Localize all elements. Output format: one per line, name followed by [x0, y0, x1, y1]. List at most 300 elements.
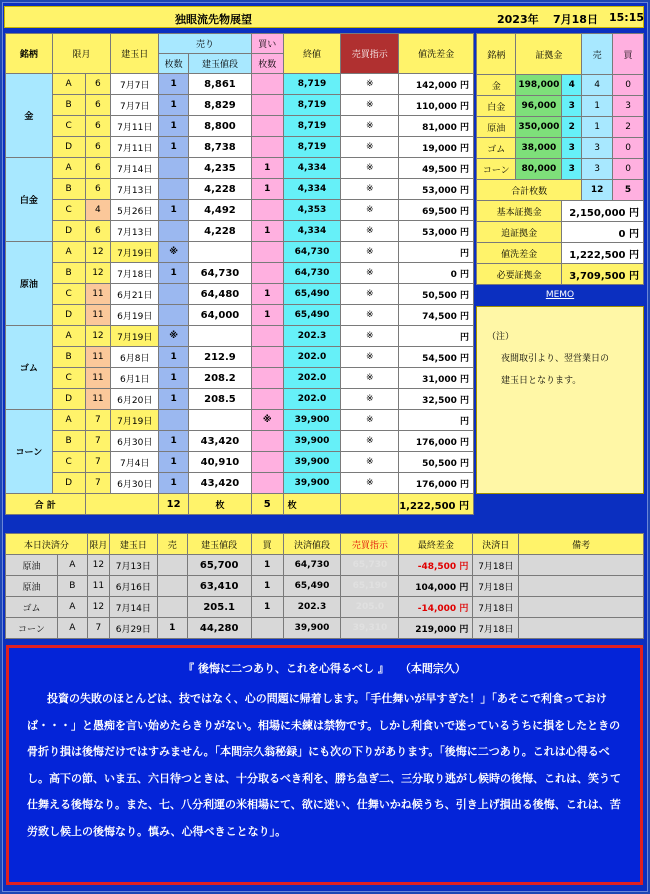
commodity-name: 金 [6, 74, 53, 158]
buy-lots [251, 389, 283, 410]
sell-lots: 1 [159, 95, 189, 116]
settle-sell [157, 597, 187, 618]
entry-date: 7月19日 [111, 326, 159, 347]
entry-date: 6月19日 [111, 305, 159, 326]
settle-date: 6月16日 [109, 576, 157, 597]
position-row[interactable] [6, 473, 474, 494]
sell-lots: 1 [159, 200, 189, 221]
margin-buy: 0 [613, 138, 644, 159]
margin-total-sell: 12 [582, 180, 613, 201]
margin-commodity: ゴム [477, 138, 516, 159]
settle-buy: 1 [251, 597, 283, 618]
settle-final: 104,000 円 [399, 576, 473, 597]
settle-entry-price: 205.1 [187, 597, 251, 618]
settle-buy [251, 618, 283, 639]
close-price: 202.0 [283, 368, 341, 389]
order-instruction: ※ [341, 116, 399, 137]
position-row[interactable] [6, 116, 474, 137]
settle-order: 65,190 [341, 576, 399, 597]
mark-to-market: 円 [399, 326, 474, 347]
entry-price: 4,235 [189, 158, 252, 179]
entry-date: 6月20日 [111, 389, 159, 410]
margin-commodity: 白金 [477, 96, 516, 117]
settle-col-sell: 売 [157, 534, 187, 555]
col-tategyokubi: 建玉日 [111, 34, 159, 74]
margin-nearai-value: 1,222,500 円 [562, 243, 644, 264]
entry-price [189, 242, 252, 263]
entry-date: 6月21日 [111, 284, 159, 305]
entry-date: 7月11日 [111, 137, 159, 158]
settle-month: 12 [87, 555, 109, 576]
position-row[interactable] [6, 431, 474, 452]
entry-date: 6月1日 [111, 368, 159, 389]
position-row[interactable] [6, 179, 474, 200]
contract-month: 6 [85, 95, 111, 116]
margin-tsui-label: 追証拠金 [477, 222, 562, 243]
memo-note [476, 306, 644, 494]
settle-entry-price: 63,410 [187, 576, 251, 597]
sell-lots: ※ [159, 326, 189, 347]
settle-col-month: 限月 [87, 534, 109, 555]
total-buy-unit: 枚 [283, 494, 341, 515]
margin-sell: 3 [582, 138, 613, 159]
order-instruction: ※ [341, 305, 399, 326]
entry-price: 212.9 [189, 347, 252, 368]
margin-commodity: 原油 [477, 117, 516, 138]
mark-to-market: 50,500 円 [399, 284, 474, 305]
margin-row[interactable] [477, 138, 644, 159]
margin-total-buy: 5 [613, 180, 644, 201]
sell-lots: 1 [159, 368, 189, 389]
order-instruction: ※ [341, 263, 399, 284]
entry-price [189, 410, 252, 431]
contract-code: C [52, 368, 85, 389]
settle-col-note: 備考 [519, 534, 644, 555]
entry-date: 7月13日 [111, 179, 159, 200]
margin-commodity: 金 [477, 75, 516, 96]
settlement-table [5, 533, 644, 639]
contract-code: D [52, 473, 85, 494]
header-year: 2023年 [497, 13, 539, 26]
buy-lots: ※ [251, 410, 283, 431]
mark-to-market: 176,000 円 [399, 431, 474, 452]
position-row[interactable] [6, 221, 474, 242]
entry-date: 6月8日 [111, 347, 159, 368]
sell-lots: 1 [159, 431, 189, 452]
quote-box [6, 645, 643, 885]
close-price: 8,719 [283, 137, 341, 158]
sell-lots: 1 [159, 263, 189, 284]
buy-lots [251, 326, 283, 347]
mark-to-market: 81,000 円 [399, 116, 474, 137]
close-price: 4,353 [283, 200, 341, 221]
margin-amount: 80,000 [516, 159, 562, 180]
margin-row[interactable] [477, 159, 644, 180]
margin-nearai-row [477, 243, 644, 264]
contract-month: 6 [85, 137, 111, 158]
margin-kihon-row [477, 201, 644, 222]
contract-month: 12 [85, 326, 111, 347]
settle-col-today: 本日決済分 [6, 534, 88, 555]
margin-hitsuyo-row [477, 264, 644, 285]
header-bar [4, 6, 644, 28]
entry-price: 8,829 [189, 95, 252, 116]
total-sell: 12 [159, 494, 189, 515]
margin-nearai-label: 値洗差金 [477, 243, 562, 264]
margin-amount: 96,000 [516, 96, 562, 117]
settle-settle-date: 7月18日 [473, 576, 519, 597]
settlement-row[interactable] [6, 555, 644, 576]
mark-to-market: 0 円 [399, 263, 474, 284]
sell-lots: ※ [159, 242, 189, 263]
contract-code: C [52, 284, 85, 305]
buy-lots [251, 242, 283, 263]
position-row[interactable] [6, 368, 474, 389]
mark-to-market: 53,000 円 [399, 179, 474, 200]
position-row[interactable] [6, 95, 474, 116]
settle-exit-price: 202.3 [283, 597, 341, 618]
col-kai-maisu: 枚数 [251, 54, 283, 74]
col-baibai: 売買指示 [341, 34, 399, 74]
settle-exit-price: 39,900 [283, 618, 341, 639]
mark-to-market: 74,500 円 [399, 305, 474, 326]
buy-lots [251, 200, 283, 221]
settle-order: 65,730 [341, 555, 399, 576]
col-uri-maisu: 枚数 [159, 54, 189, 74]
order-instruction: ※ [341, 473, 399, 494]
contract-month: 11 [85, 368, 111, 389]
margin-col-uri: 売 [582, 34, 613, 75]
close-price: 8,719 [283, 116, 341, 137]
buy-lots [251, 263, 283, 284]
order-instruction: ※ [341, 95, 399, 116]
entry-date: 7月19日 [111, 242, 159, 263]
margin-kihon-value: 2,150,000 円 [562, 201, 644, 222]
settle-note [519, 576, 644, 597]
contract-month: 6 [85, 116, 111, 137]
contract-month: 7 [85, 410, 111, 431]
settle-month: 12 [87, 597, 109, 618]
settle-sell [157, 555, 187, 576]
sell-lots: 1 [159, 452, 189, 473]
contract-month: 11 [85, 284, 111, 305]
commodity-name: 原油 [6, 242, 53, 326]
settle-exit-price: 64,730 [283, 555, 341, 576]
position-row[interactable] [6, 242, 474, 263]
margin-header-row [477, 34, 644, 75]
buy-lots [251, 95, 283, 116]
close-price: 4,334 [283, 179, 341, 200]
entry-price: 64,000 [189, 305, 252, 326]
settle-order: 205.0 [341, 597, 399, 618]
total-row [6, 494, 474, 515]
commodity-name: ゴム [6, 326, 53, 410]
mark-to-market: 19,000 円 [399, 137, 474, 158]
margin-total-label: 合計枚数 [477, 180, 582, 201]
settle-settle-date: 7月18日 [473, 618, 519, 639]
settlement-row[interactable] [6, 576, 644, 597]
settle-code: B [57, 576, 87, 597]
settle-sell: 1 [157, 618, 187, 639]
note-line-1: （注） [487, 332, 515, 342]
app-title: 独眼流先物展望 [175, 13, 252, 26]
margin-sell: 3 [582, 159, 613, 180]
position-row[interactable] [6, 137, 474, 158]
close-price: 202.0 [283, 389, 341, 410]
margin-tsui-value: 0 円 [562, 222, 644, 243]
sell-lots [159, 305, 189, 326]
settle-sell [157, 576, 187, 597]
margin-row[interactable] [477, 117, 644, 138]
contract-code: D [52, 389, 85, 410]
settle-final: -48,500 円 [399, 555, 473, 576]
note-line-3: 建玉日となります。 [501, 376, 582, 386]
entry-price: 64,730 [189, 263, 252, 284]
entry-date: 7月18日 [111, 263, 159, 284]
settle-entry-price: 65,700 [187, 555, 251, 576]
contract-month: 7 [85, 452, 111, 473]
mark-to-market: 31,000 円 [399, 368, 474, 389]
entry-date: 6月30日 [111, 473, 159, 494]
margin-col-shokokin: 証拠金 [516, 34, 582, 75]
col-uri: 売り [159, 34, 252, 54]
contract-month: 7 [85, 431, 111, 452]
contract-month: 11 [85, 347, 111, 368]
col-owarine: 終値 [283, 34, 341, 74]
contract-code: B [52, 263, 85, 284]
buy-lots: 1 [251, 158, 283, 179]
settle-note [519, 618, 644, 639]
position-row[interactable] [6, 200, 474, 221]
margin-row[interactable] [477, 96, 644, 117]
mark-to-market: 176,000 円 [399, 473, 474, 494]
header-row-1 [6, 34, 474, 54]
position-row[interactable] [6, 452, 474, 473]
mark-to-market: 110,000 円 [399, 95, 474, 116]
entry-date: 7月11日 [111, 116, 159, 137]
close-price: 4,334 [283, 221, 341, 242]
close-price: 39,900 [283, 452, 341, 473]
entry-date: 6月30日 [111, 431, 159, 452]
order-instruction: ※ [341, 137, 399, 158]
margin-row[interactable] [477, 75, 644, 96]
contract-code: D [52, 137, 85, 158]
margin-buy: 0 [613, 75, 644, 96]
close-price: 39,900 [283, 431, 341, 452]
contract-code: A [52, 410, 85, 431]
total-value: 1,222,500 円 [399, 494, 474, 515]
entry-price: 43,420 [189, 431, 252, 452]
entry-date: 7月13日 [111, 221, 159, 242]
margin-commodity: コーン [477, 159, 516, 180]
settle-date: 6月29日 [109, 618, 157, 639]
margin-hitsuyo-value: 3,709,500 円 [562, 264, 644, 285]
mark-to-market: 円 [399, 242, 474, 263]
settle-settle-date: 7月18日 [473, 555, 519, 576]
settlement-row[interactable] [6, 618, 644, 639]
sell-lots: 1 [159, 74, 189, 95]
buy-lots [251, 368, 283, 389]
settlement-row[interactable] [6, 597, 644, 618]
contract-month: 6 [85, 158, 111, 179]
total-spacer-2 [341, 494, 399, 515]
sell-lots: 1 [159, 116, 189, 137]
entry-price: 8,861 [189, 74, 252, 95]
entry-price [189, 326, 252, 347]
col-neai: 値洗差金 [399, 34, 474, 74]
memo-link[interactable]: MEMO [545, 290, 575, 300]
sell-lots: 1 [159, 473, 189, 494]
margin-total-row [477, 180, 644, 201]
close-price: 65,490 [283, 305, 341, 326]
order-instruction: ※ [341, 242, 399, 263]
settle-col-date: 建玉日 [109, 534, 157, 555]
mark-to-market: 142,000 円 [399, 74, 474, 95]
settle-note [519, 597, 644, 618]
entry-date: 7月7日 [111, 95, 159, 116]
position-row[interactable] [6, 410, 474, 431]
contract-code: C [52, 452, 85, 473]
entry-price: 208.5 [189, 389, 252, 410]
mark-to-market: 53,000 円 [399, 221, 474, 242]
position-row[interactable] [6, 74, 474, 95]
position-row[interactable] [6, 326, 474, 347]
commodity-name: コーン [6, 410, 53, 494]
margin-amount: 350,000 [516, 117, 562, 138]
position-row[interactable] [6, 158, 474, 179]
mark-to-market: 32,500 円 [399, 389, 474, 410]
settle-code: A [57, 597, 87, 618]
close-price: 4,334 [283, 158, 341, 179]
entry-price: 4,228 [189, 179, 252, 200]
order-instruction: ※ [341, 284, 399, 305]
entry-date: 7月14日 [111, 158, 159, 179]
entry-date: 5月26日 [111, 200, 159, 221]
settle-code: A [57, 555, 87, 576]
entry-date: 7月4日 [111, 452, 159, 473]
settlement-header-row [6, 534, 644, 555]
sell-lots: 1 [159, 347, 189, 368]
contract-month: 12 [85, 263, 111, 284]
total-buy: 5 [251, 494, 283, 515]
position-row[interactable] [6, 347, 474, 368]
order-instruction: ※ [341, 431, 399, 452]
header-date: 7月18日 [553, 13, 598, 26]
sell-lots [159, 158, 189, 179]
order-instruction: ※ [341, 326, 399, 347]
positions-table [5, 33, 474, 515]
settle-final: -14,000 円 [399, 597, 473, 618]
sell-lots [159, 410, 189, 431]
settle-buy: 1 [251, 555, 283, 576]
order-instruction: ※ [341, 158, 399, 179]
contract-code: D [52, 305, 85, 326]
sell-lots [159, 284, 189, 305]
contract-month: 7 [85, 473, 111, 494]
order-instruction: ※ [341, 179, 399, 200]
contract-code: A [52, 158, 85, 179]
margin-sell: 1 [582, 96, 613, 117]
settle-col-settle-date: 決済日 [473, 534, 519, 555]
contract-code: C [52, 116, 85, 137]
margin-amount: 38,000 [516, 138, 562, 159]
margin-sell: 1 [582, 117, 613, 138]
contract-month: 11 [85, 305, 111, 326]
entry-price: 43,420 [189, 473, 252, 494]
mark-to-market: 円 [399, 410, 474, 431]
margin-buy: 3 [613, 96, 644, 117]
settle-exit-price: 65,490 [283, 576, 341, 597]
contract-month: 4 [85, 200, 111, 221]
settle-note [519, 555, 644, 576]
position-row[interactable] [6, 263, 474, 284]
order-instruction: ※ [341, 368, 399, 389]
settle-month: 7 [87, 618, 109, 639]
commodity-name: 白金 [6, 158, 53, 242]
close-price: 8,719 [283, 95, 341, 116]
contract-month: 6 [85, 179, 111, 200]
note-line-2: 夜間取引より、翌営業日の [501, 354, 610, 364]
settle-commodity: コーン [6, 618, 58, 639]
close-price: 202.3 [283, 326, 341, 347]
contract-month: 6 [85, 74, 111, 95]
col-gengetsu: 限月 [52, 34, 111, 74]
total-label: 合 計 [6, 494, 86, 515]
buy-lots: 1 [251, 221, 283, 242]
buy-lots: 1 [251, 305, 283, 326]
contract-code: B [52, 347, 85, 368]
margin-count: 4 [562, 75, 582, 96]
margin-count: 3 [562, 138, 582, 159]
settle-date: 7月13日 [109, 555, 157, 576]
total-spacer [85, 494, 159, 515]
contract-month: 11 [85, 389, 111, 410]
settle-final: 219,000 円 [399, 618, 473, 639]
margin-buy: 2 [613, 117, 644, 138]
position-row[interactable] [6, 284, 474, 305]
position-row[interactable] [6, 389, 474, 410]
contract-code: A [52, 326, 85, 347]
entry-price: 4,228 [189, 221, 252, 242]
margin-amount: 198,000 [516, 75, 562, 96]
buy-lots [251, 347, 283, 368]
buy-lots: 1 [251, 284, 283, 305]
close-price: 64,730 [283, 242, 341, 263]
col-tatene: 建玉値段 [189, 54, 252, 74]
order-instruction: ※ [341, 410, 399, 431]
settle-commodity: 原油 [6, 555, 58, 576]
settle-col-order: 売買指示 [341, 534, 399, 555]
close-price: 8,719 [283, 74, 341, 95]
settle-commodity: 原油 [6, 576, 58, 597]
col-kai: 買い [251, 34, 283, 54]
sell-lots [159, 221, 189, 242]
col-meigara: 銘柄 [6, 34, 53, 74]
settle-col-final: 最終差金 [399, 534, 473, 555]
buy-lots [251, 473, 283, 494]
close-price: 39,900 [283, 473, 341, 494]
contract-code: C [52, 200, 85, 221]
position-row[interactable] [6, 305, 474, 326]
buy-lots [251, 116, 283, 137]
order-instruction: ※ [341, 200, 399, 221]
settle-month: 11 [87, 576, 109, 597]
settle-col-buy: 買 [251, 534, 283, 555]
mark-to-market: 50,500 円 [399, 452, 474, 473]
settle-entry-price: 44,280 [187, 618, 251, 639]
order-instruction: ※ [341, 221, 399, 242]
entry-price: 8,738 [189, 137, 252, 158]
